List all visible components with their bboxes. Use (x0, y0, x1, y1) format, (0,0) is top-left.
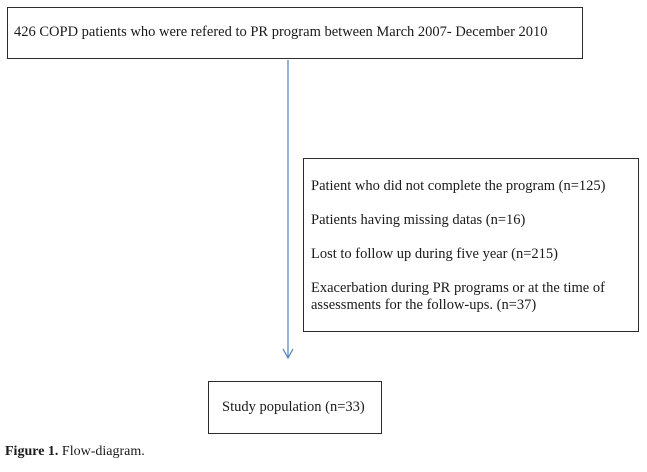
exclusion-box (303, 158, 639, 332)
figure-caption-text: Flow-diagram. (58, 444, 145, 459)
figure-caption-label: Figure 1. (5, 444, 59, 459)
study-population-text: Study population (n=33) (222, 399, 365, 415)
enrollment-box (7, 7, 583, 59)
exclusion-item-missing-data: Patients having missing datas (n=16) (311, 212, 526, 228)
exclusion-item-not-completed: Patient who did not complete the program (n=125) (311, 178, 606, 194)
figure-caption (5, 444, 145, 460)
flow-arrow-head-icon (283, 349, 293, 358)
exclusion-item-lost-follow-up: Lost to follow up during five year (n=215) (311, 246, 558, 262)
study-population-box (208, 381, 382, 434)
enrollment-text: 426 COPD patients who were refered to PR program between March 2007- December 2010 (14, 24, 548, 40)
exclusion-item-exacerbation: Exacerbation during PR programs or at the time of assessments for the follow-ups. (n=37) (311, 280, 605, 313)
